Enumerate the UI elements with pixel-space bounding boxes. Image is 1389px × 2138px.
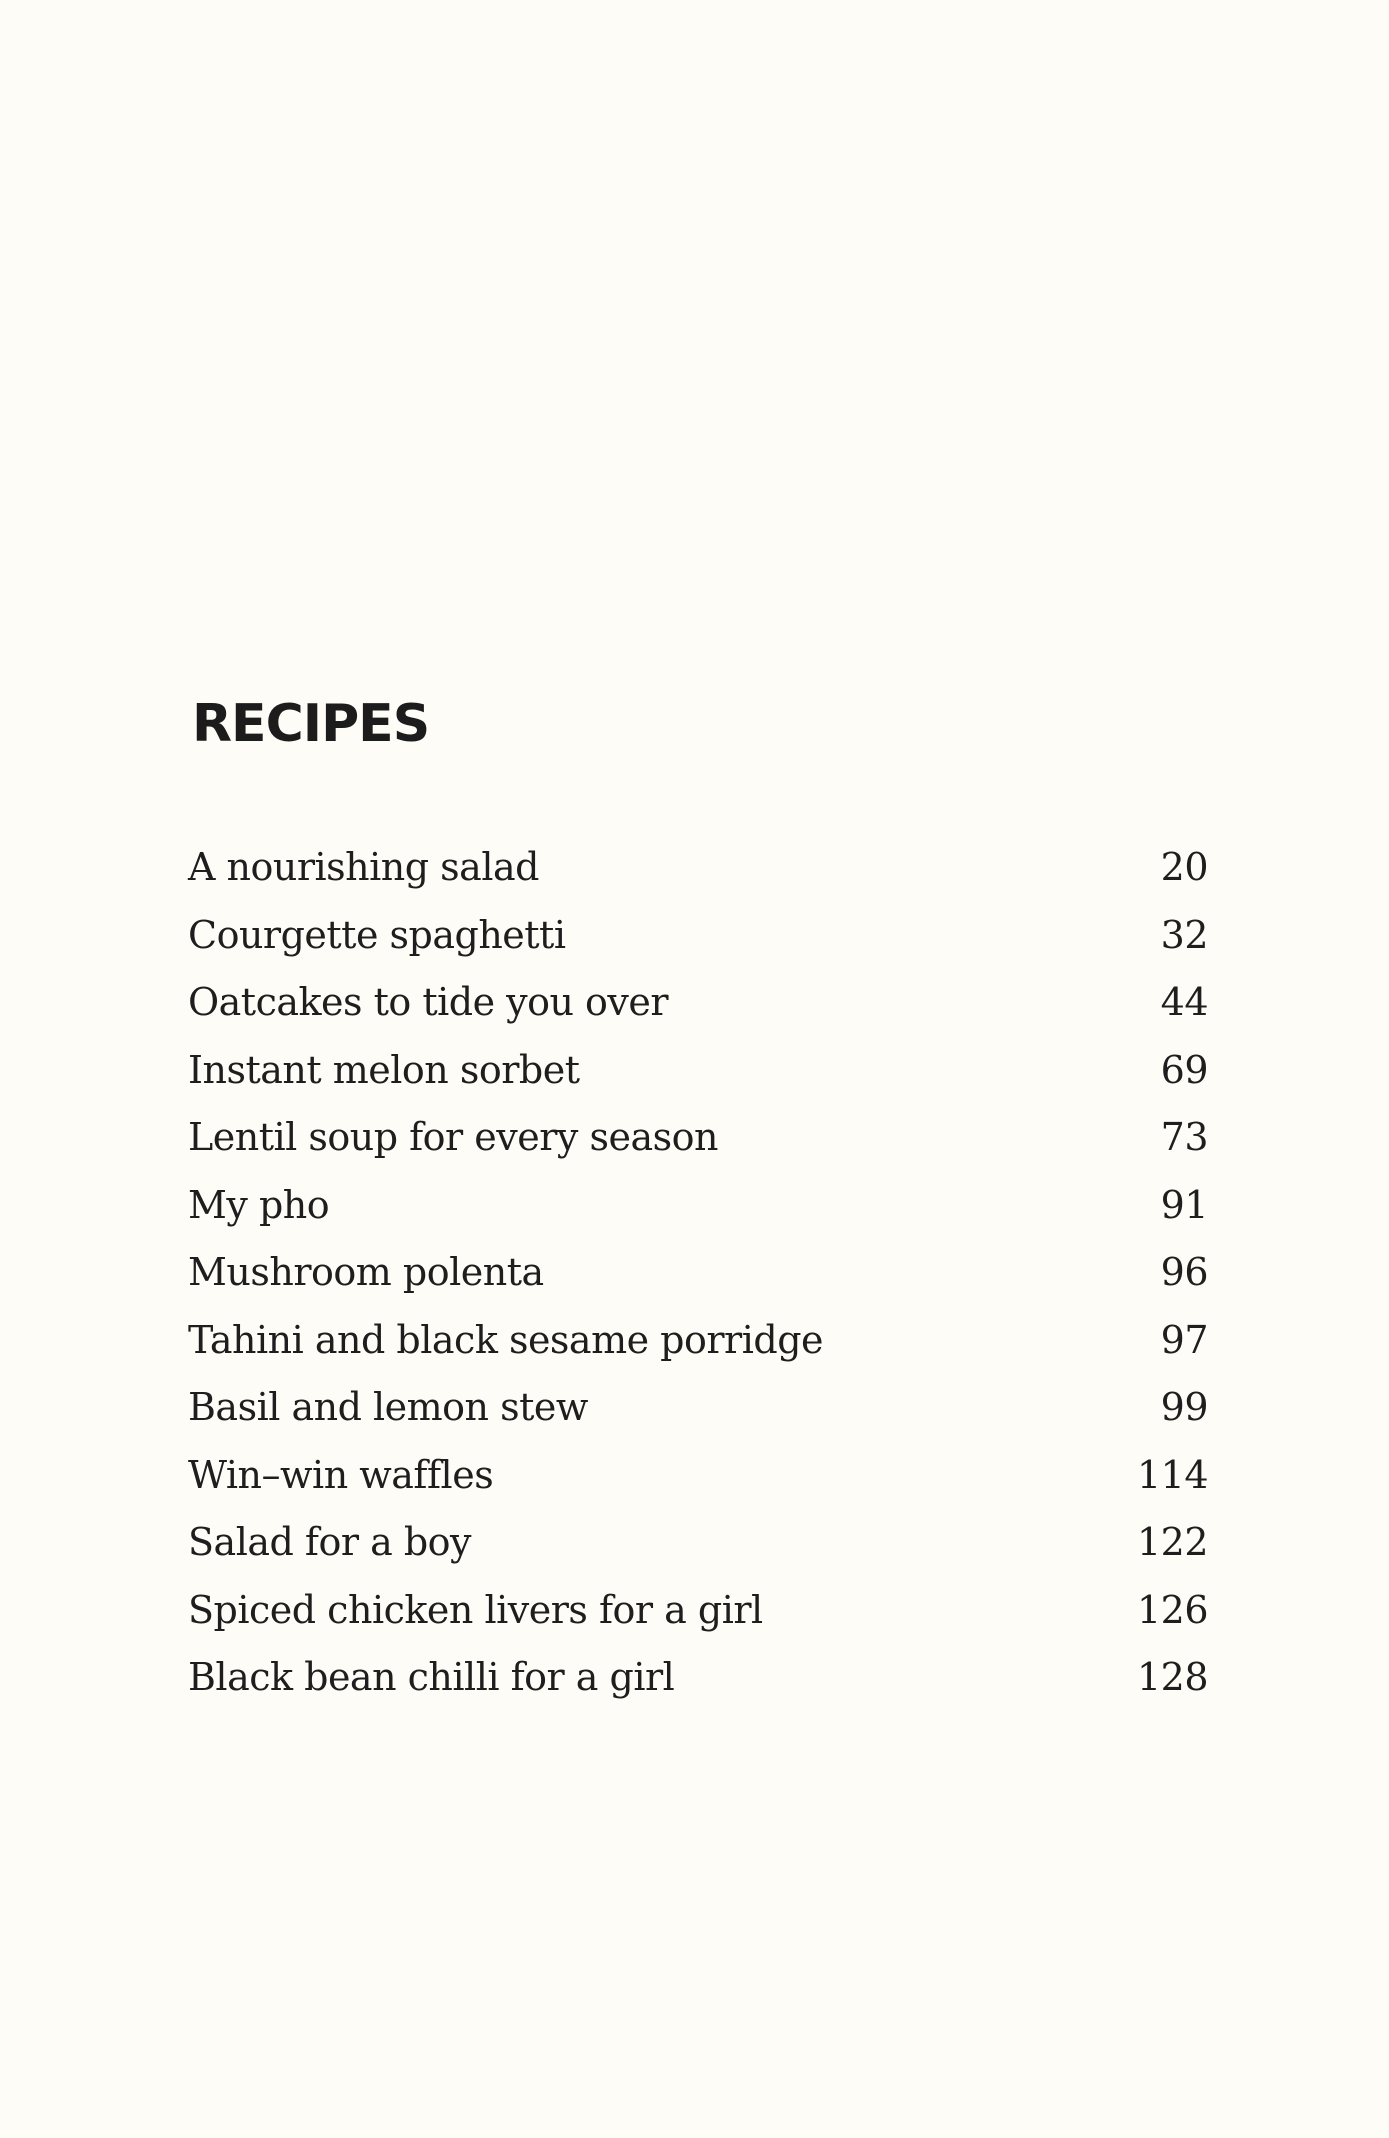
recipe-title: My pho <box>188 1182 330 1227</box>
recipe-page-number: 20 <box>1160 845 1208 889</box>
recipe-title: Spiced chicken livers for a girl <box>188 1587 763 1632</box>
page-title: RECIPES <box>192 694 430 754</box>
recipe-title: Black bean chilli for a girl <box>188 1655 675 1699</box>
recipe-row <box>188 913 1208 981</box>
recipe-page-number: 122 <box>1136 1520 1208 1564</box>
recipe-row <box>188 845 1208 913</box>
recipe-row <box>188 980 1208 1048</box>
recipe-page-number: 91 <box>1160 1182 1208 1227</box>
recipe-page-number: 126 <box>1136 1587 1208 1632</box>
recipe-title: Tahini and black sesame porridge <box>188 1317 824 1362</box>
recipe-page-number: 99 <box>1160 1385 1208 1429</box>
recipe-row <box>188 1385 1208 1453</box>
recipe-page-number: 44 <box>1160 980 1208 1024</box>
recipe-title: Basil and lemon stew <box>188 1385 588 1429</box>
recipe-row <box>188 1655 1208 1723</box>
recipe-title: Salad for a boy <box>188 1520 471 1564</box>
recipe-page-number: 69 <box>1160 1047 1208 1092</box>
recipe-row <box>188 1048 1208 1116</box>
recipe-page-number: 114 <box>1136 1452 1208 1497</box>
recipe-row <box>188 1453 1208 1521</box>
recipe-title: Mushroom polenta <box>188 1250 544 1294</box>
recipe-title: Win–win waffles <box>188 1452 494 1497</box>
recipe-title: Lentil soup for every season <box>188 1115 718 1159</box>
recipe-list <box>188 845 1208 1723</box>
recipe-page-number: 128 <box>1136 1655 1208 1699</box>
recipe-row <box>188 1588 1208 1656</box>
recipe-page-number: 32 <box>1160 912 1208 957</box>
recipe-row <box>188 1183 1208 1251</box>
recipe-row <box>188 1115 1208 1183</box>
recipe-row <box>188 1318 1208 1386</box>
recipe-row <box>188 1520 1208 1588</box>
recipe-row <box>188 1250 1208 1318</box>
recipe-title: Instant melon sorbet <box>188 1047 580 1092</box>
recipe-page-number: 73 <box>1160 1115 1208 1159</box>
recipe-title: A nourishing salad <box>188 845 539 889</box>
recipe-title: Courgette spaghetti <box>188 912 566 957</box>
recipe-title: Oatcakes to tide you over <box>188 980 669 1024</box>
recipe-page-number: 96 <box>1160 1250 1208 1294</box>
recipe-page-number: 97 <box>1160 1317 1208 1362</box>
